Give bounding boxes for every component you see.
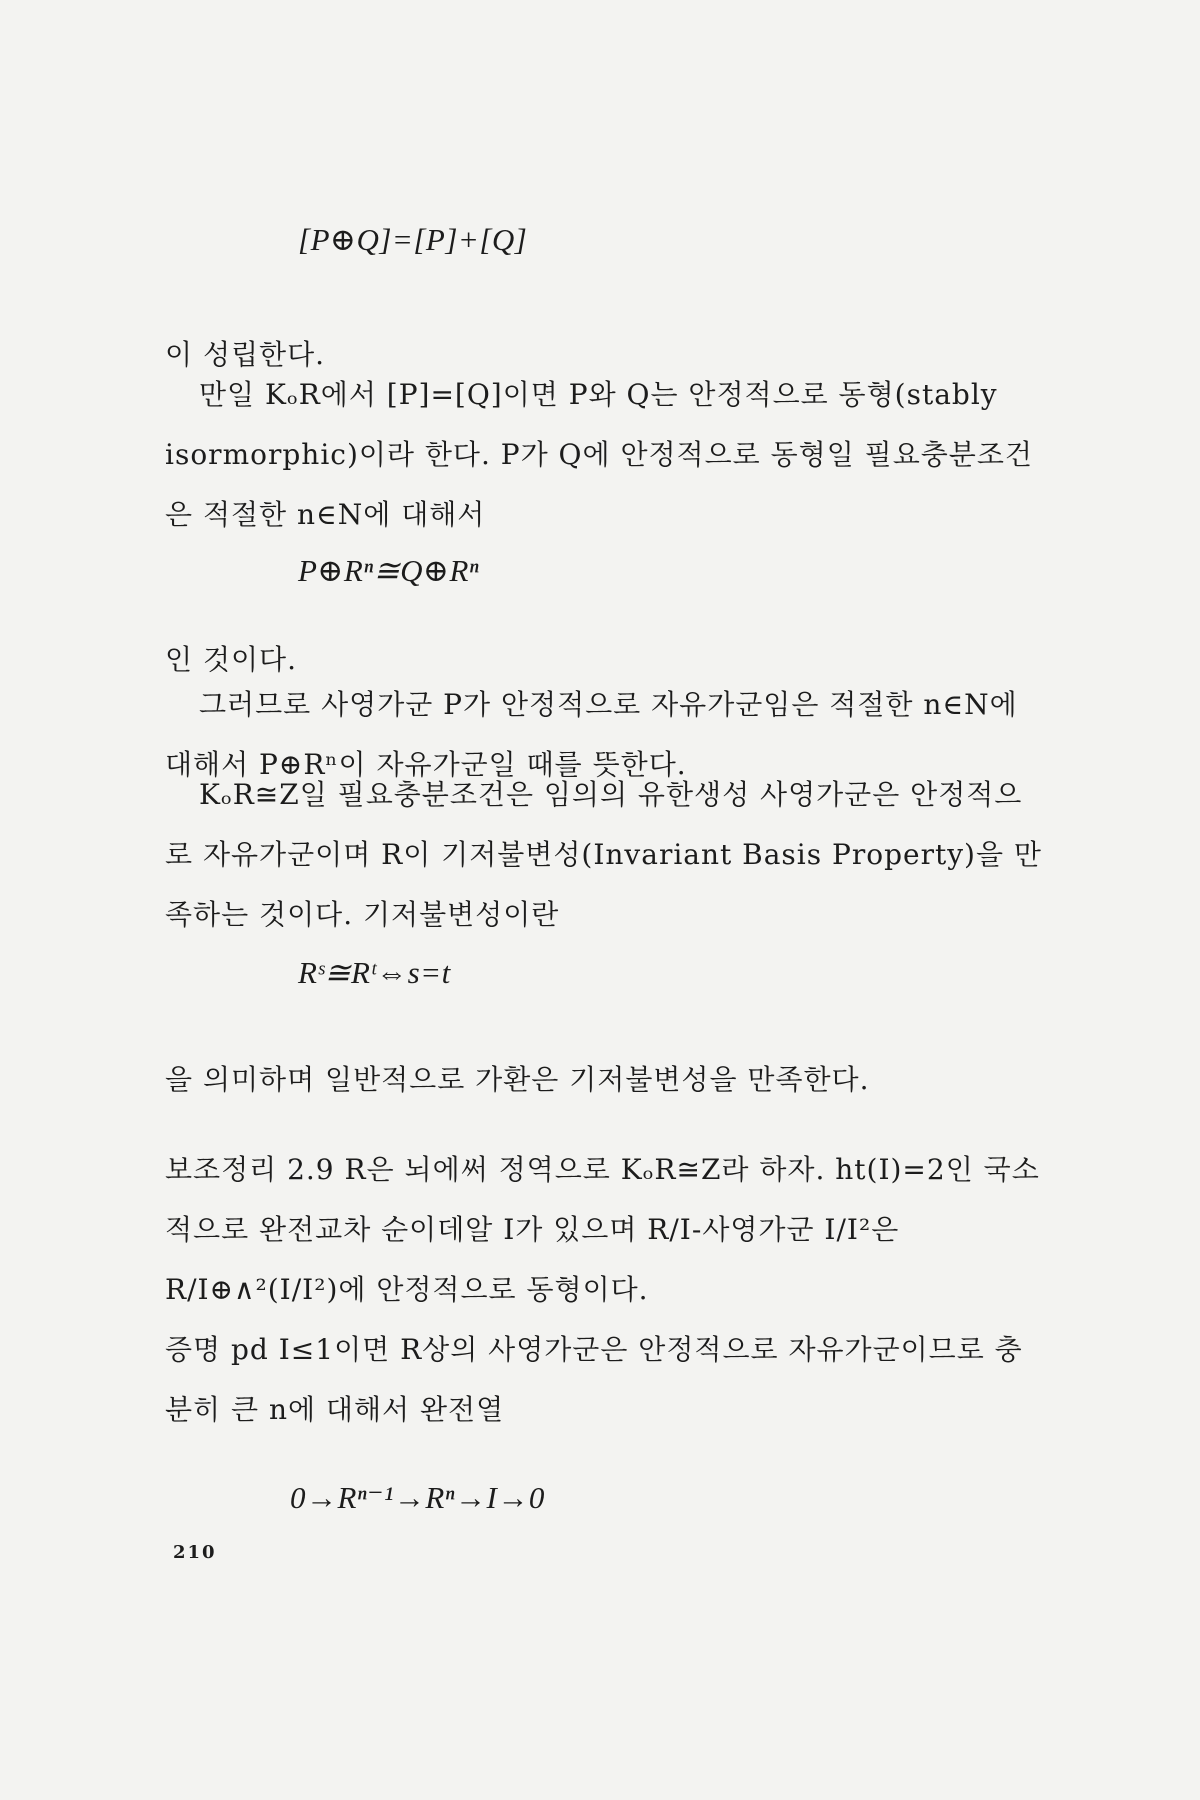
paragraph-is-that: 인 것이다.	[165, 643, 297, 676]
page-number: 210	[173, 1542, 217, 1563]
formula-direct-sum-class: [P⊕Q]=[P]+[Q]	[298, 222, 528, 257]
paragraph-stably-free: 그러므로 사영가군 P가 안정적으로 자유가군임은 적절한 n∈N에 대해서 P⊕Rⁿ이 자유가군일 때를 뜻한다.	[165, 688, 1028, 781]
formula-stable-isomorphism: P⊕Rⁿ≅Q⊕Rⁿ	[298, 553, 480, 588]
paragraph-invariant-basis-property: KₒR≅Z일 필요충분조건은 임의의 유한생성 사영가군은 안정적으로 자유가군이며 R이 기저불변성(Invariant Basis Property)을 만족하는 것이다. 기저불변성이란	[165, 778, 1042, 931]
formula-exact-sequence: 0→Rⁿ⁻¹→Rⁿ→I→0	[290, 1480, 545, 1515]
lemma-2-9: 보조정리 2.9 R은 뇌에써 정역으로 KₒR≅Z라 하자. ht(I)=2인 국소적으로 완전교차 순이데알 I가 있으며 R/I-사영가군 I/I²은 R/I⊕∧²(I/I²)에 안정적으로 동형이다.	[165, 1153, 1040, 1306]
paragraph-holds: 이 성립한다.	[165, 338, 326, 371]
paragraph-stably-isomorphic-definition: 만일 KₒR에서 [P]=[Q]이면 P와 Q는 안정적으로 동형(stably isormorphic)이라 한다. P가 Q에 안정적으로 동형일 필요충분조건은 적절한 n∈N에 대해서	[165, 378, 1033, 531]
proof-paragraph: 증명 pd I≤1이면 R상의 사영가군은 안정적으로 자유가군이므로 충분히 큰 n에 대해서 완전열	[165, 1333, 1023, 1426]
paragraph-meaning: 을 의미하며 일반적으로 가환은 기저불변성을 만족한다.	[165, 1063, 870, 1096]
formula-invariant-basis: Rˢ≅Rᵗ⇔s=t	[298, 955, 451, 990]
